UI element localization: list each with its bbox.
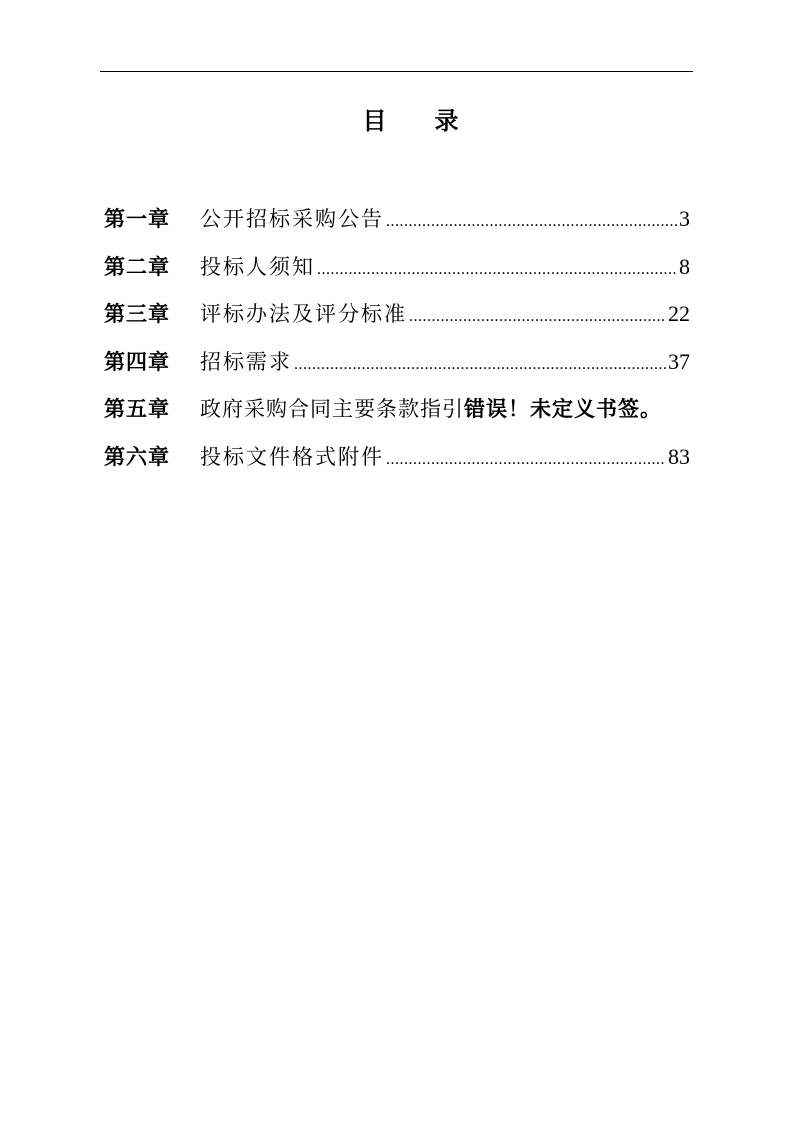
toc-list <box>104 204 690 490</box>
toc-heading-char-1: 目 <box>362 107 387 135</box>
toc-entry-chapter-3[interactable] <box>104 299 690 347</box>
chapter-title: 投标人须知 <box>200 254 315 279</box>
chapter-title: 评标办法及评分标准 <box>200 302 407 327</box>
page-number: 3 <box>679 206 690 231</box>
page-number: 22 <box>668 301 690 327</box>
chapter-title: 投标文件格式附件 <box>200 444 384 469</box>
toc-entry-chapter-1[interactable] <box>104 204 690 252</box>
chapter-label: 第一章 <box>104 207 170 231</box>
toc-heading <box>0 106 793 136</box>
chapter-label: 第二章 <box>104 254 170 279</box>
chapter-title: 招标需求 <box>200 349 292 374</box>
page-number: 8 <box>679 253 690 279</box>
bookmark-error-note: 错误！未定义书签。 <box>464 397 662 422</box>
chapter-title: 政府采购合同主要条款指引 <box>200 397 464 422</box>
dot-leader <box>294 350 666 380</box>
header-rule <box>100 71 693 72</box>
dot-leader <box>386 445 666 475</box>
toc-heading-char-2: 录 <box>434 107 459 135</box>
toc-entry-chapter-4[interactable] <box>104 347 690 395</box>
page-number: 37 <box>668 348 690 374</box>
chapter-label: 第四章 <box>104 349 170 374</box>
page-number: 83 <box>668 443 690 469</box>
chapter-label: 第五章 <box>104 397 170 422</box>
chapter-title: 公开招标采购公告 <box>200 207 384 231</box>
dot-leader <box>409 302 666 332</box>
toc-entry-chapter-6[interactable] <box>104 442 690 490</box>
toc-entry-chapter-5[interactable] <box>104 394 690 442</box>
chapter-label: 第三章 <box>104 302 170 327</box>
dot-leader <box>386 207 677 237</box>
chapter-label: 第六章 <box>104 444 170 469</box>
dot-leader <box>317 255 677 285</box>
toc-entry-chapter-2[interactable] <box>104 252 690 300</box>
